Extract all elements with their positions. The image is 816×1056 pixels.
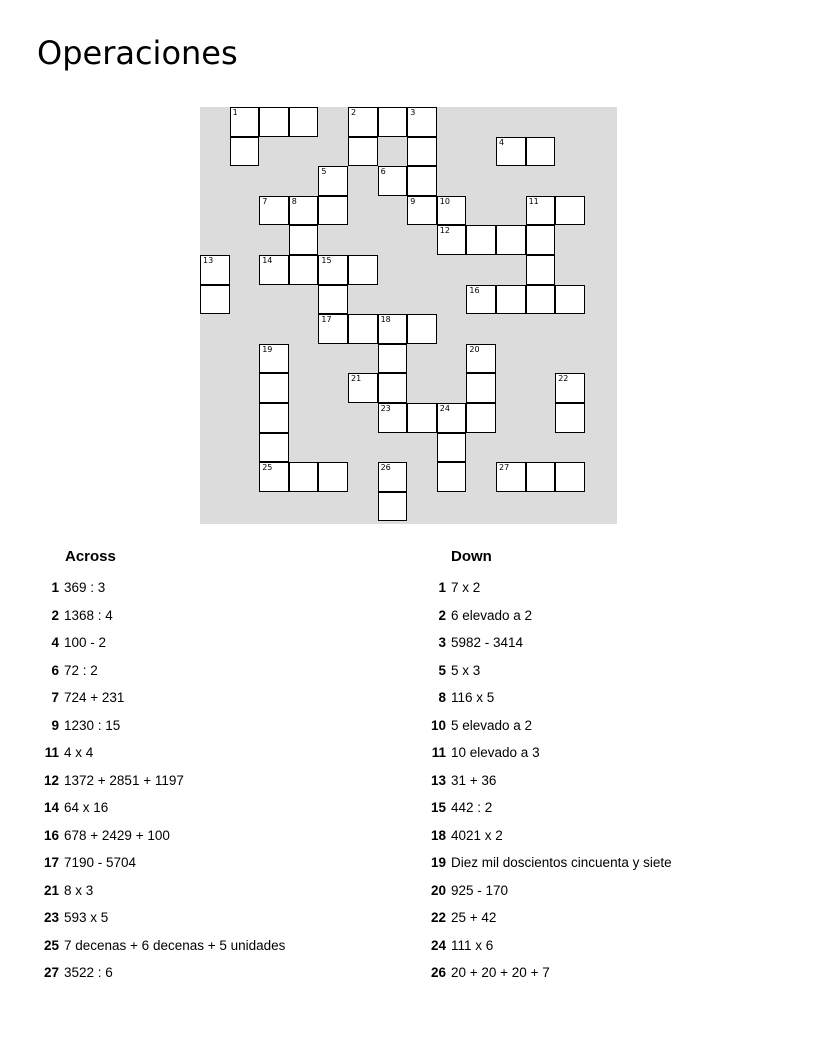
grid-cell[interactable] [378, 166, 408, 196]
clue-number: 1 [438, 580, 446, 595]
across-clue [43, 771, 184, 791]
page-title: Operaciones [37, 34, 238, 72]
clue-number: 5 [438, 662, 446, 678]
grid-cell[interactable] [289, 107, 319, 137]
clue-text: 442 : 2 [451, 800, 493, 815]
clue-number: 16 [43, 827, 59, 843]
cell-number: 16 [469, 285, 480, 295]
grid-cell[interactable] [348, 373, 378, 403]
cell-number: 1 [232, 108, 238, 117]
across-clue [51, 688, 125, 708]
clue-number: 2 [51, 607, 59, 623]
grid-cell[interactable] [437, 196, 467, 226]
down-clue [438, 661, 481, 681]
down-clue [430, 771, 497, 791]
clue-number: 18 [430, 827, 446, 843]
clue-text: 1368 : 4 [64, 607, 113, 623]
grid-cell[interactable] [230, 107, 260, 137]
clue-number: 14 [43, 800, 59, 815]
grid-cell[interactable] [200, 255, 230, 285]
grid-cell[interactable] [378, 373, 408, 403]
cell-number: 19 [262, 344, 273, 354]
grid-cell[interactable] [378, 107, 408, 137]
clue-text: 678 + 2429 + 100 [64, 827, 170, 843]
across-clue [43, 853, 137, 873]
cell-number: 2 [351, 108, 357, 117]
grid-cell[interactable] [318, 196, 348, 226]
grid-cell[interactable] [555, 462, 585, 492]
clue-text: 4 x 4 [64, 745, 94, 760]
cell-number: 26 [380, 463, 391, 473]
cell-number: 4 [499, 137, 505, 147]
cell-number: 14 [262, 256, 273, 265]
cell-number: 25 [262, 463, 273, 473]
down-clue [430, 936, 494, 956]
down-clue [431, 743, 540, 763]
cell-number: 15 [321, 256, 332, 265]
across-clue [43, 798, 109, 818]
grid-cell[interactable] [318, 314, 348, 344]
clue-text: 31 + 36 [451, 772, 497, 788]
down-clue [430, 963, 550, 983]
across-clue [43, 881, 94, 901]
clue-number: 6 [51, 662, 59, 678]
grid-cell[interactable] [289, 196, 319, 226]
cell-number: 10 [439, 196, 450, 206]
clue-text: 4021 x 2 [451, 827, 503, 843]
grid-cell[interactable] [466, 344, 496, 374]
clue-number: 8 [438, 690, 446, 705]
clue-number: 21 [43, 882, 59, 898]
across-clue [51, 661, 98, 681]
grid-cell[interactable] [259, 462, 289, 492]
clue-number: 17 [43, 855, 59, 870]
grid-cell[interactable] [526, 255, 556, 285]
grid-cell[interactable] [555, 196, 585, 226]
grid-cell[interactable] [496, 285, 526, 315]
down-clue [430, 716, 533, 736]
across-clue [43, 963, 113, 983]
clue-text: 925 - 170 [451, 882, 509, 898]
clue-text: 20 + 20 + 20 + 7 [451, 965, 550, 980]
clue-text: 7 x 2 [451, 580, 481, 595]
clue-text: 369 : 3 [64, 580, 106, 595]
cell-number: 11 [528, 196, 539, 206]
cell-number: 24 [439, 404, 450, 413]
grid-cell[interactable] [466, 225, 496, 255]
grid-cell[interactable] [378, 344, 408, 374]
across-clue [51, 578, 106, 598]
clue-text: 64 x 16 [64, 800, 109, 815]
grid-cell[interactable] [555, 285, 585, 315]
down-clue [438, 633, 524, 653]
grid-cell[interactable] [378, 403, 408, 433]
clue-text: 8 x 3 [64, 882, 94, 898]
cell-number: 9 [410, 196, 416, 206]
grid-cell[interactable] [526, 137, 556, 167]
cell-number: 13 [203, 256, 214, 265]
grid-cell[interactable] [466, 403, 496, 433]
grid-cell[interactable] [526, 225, 556, 255]
clue-text: 100 - 2 [64, 635, 107, 650]
clue-number: 24 [430, 937, 446, 953]
grid-cell[interactable] [407, 107, 437, 137]
across-clue [44, 743, 94, 763]
cell-number: 7 [262, 196, 268, 206]
grid-cell[interactable] [407, 137, 437, 167]
clue-number: 10 [430, 717, 446, 733]
clue-number: 4 [51, 635, 59, 650]
grid-cell[interactable] [318, 462, 348, 492]
clue-text: 593 x 5 [64, 910, 109, 925]
clue-text: 5 x 3 [451, 662, 481, 678]
grid-cell[interactable] [555, 373, 585, 403]
cell-number: 8 [291, 196, 297, 206]
cell-number: 3 [410, 108, 416, 117]
grid-cell[interactable] [555, 403, 585, 433]
grid-cell[interactable] [259, 255, 289, 285]
across-clue [43, 826, 170, 846]
cell-number: 23 [380, 404, 391, 413]
cell-number: 18 [380, 315, 391, 325]
clue-number: 27 [43, 965, 59, 980]
clue-number: 23 [43, 910, 59, 925]
cell-number: 20 [469, 344, 480, 354]
grid-cell[interactable] [289, 255, 319, 285]
down-clue [430, 908, 497, 928]
down-clue [438, 606, 533, 626]
grid-cell[interactable] [259, 403, 289, 433]
grid-cell[interactable] [437, 433, 467, 463]
grid-cell[interactable] [259, 196, 289, 226]
grid-cell[interactable] [466, 285, 496, 315]
grid-cell[interactable] [526, 196, 556, 226]
grid-cell[interactable] [496, 137, 526, 167]
grid-cell[interactable] [407, 314, 437, 344]
clue-number: 9 [51, 717, 59, 733]
cell-number: 22 [558, 374, 569, 384]
grid-cell[interactable] [378, 462, 408, 492]
clue-text: 7190 - 5704 [64, 855, 137, 870]
clue-text: 5982 - 3414 [451, 635, 524, 650]
clue-text: 5 elevado a 2 [451, 717, 533, 733]
cell-number: 17 [321, 315, 332, 325]
clue-number: 11 [431, 745, 446, 760]
clue-number: 25 [43, 937, 59, 953]
grid-cell[interactable] [496, 225, 526, 255]
grid-cell[interactable] [496, 462, 526, 492]
grid-cell[interactable] [378, 314, 408, 344]
clue-number: 3 [438, 635, 446, 650]
clue-text: 7 decenas + 6 decenas + 5 unidades [64, 937, 286, 953]
grid-cell[interactable] [318, 166, 348, 196]
grid-cell[interactable] [437, 462, 467, 492]
clue-number: 2 [438, 607, 446, 623]
grid-cell[interactable] [259, 373, 289, 403]
crossword-grid [200, 107, 617, 524]
grid-cell[interactable] [437, 225, 467, 255]
down-clue [430, 853, 672, 873]
down-clue [438, 578, 481, 598]
clue-text: Diez mil doscientos cincuenta y siete [451, 855, 672, 870]
grid-cell[interactable] [437, 403, 467, 433]
clue-text: 111 x 6 [451, 937, 494, 953]
grid-cell[interactable] [348, 314, 378, 344]
cell-number: 6 [380, 167, 386, 177]
cell-number: 27 [499, 463, 510, 473]
cell-number: 5 [321, 167, 327, 177]
across-clue [51, 606, 113, 626]
grid-cell[interactable] [289, 225, 319, 255]
cell-number: 12 [439, 226, 450, 236]
grid-cell[interactable] [466, 373, 496, 403]
clue-text: 116 x 5 [451, 690, 495, 705]
clue-number: 26 [430, 965, 446, 980]
clue-number: 15 [430, 800, 446, 815]
clue-text: 72 : 2 [64, 662, 98, 678]
clue-number: 1 [51, 580, 59, 595]
grid-cell[interactable] [259, 433, 289, 463]
down-heading: Down [451, 548, 492, 565]
clue-number: 7 [51, 690, 59, 705]
clue-text: 1230 : 15 [64, 717, 121, 733]
clue-number: 20 [430, 882, 446, 898]
clue-number: 19 [430, 855, 446, 870]
down-clue [430, 826, 503, 846]
grid-cell[interactable] [318, 285, 348, 315]
across-clue [51, 633, 107, 653]
grid-cell[interactable] [407, 403, 437, 433]
grid-cell[interactable] [348, 137, 378, 167]
clue-text: 1372 + 2851 + 1197 [64, 772, 184, 788]
grid-cell[interactable] [259, 107, 289, 137]
clue-text: 3522 : 6 [64, 965, 113, 980]
across-clue [51, 716, 121, 736]
clue-number: 11 [44, 745, 59, 760]
grid-cell[interactable] [348, 255, 378, 285]
across-clue [43, 908, 109, 928]
clue-text: 25 + 42 [451, 910, 497, 925]
clue-number: 22 [430, 910, 446, 925]
clue-number: 12 [43, 772, 59, 788]
grid-cell[interactable] [378, 492, 408, 522]
grid-cell[interactable] [230, 137, 260, 167]
cell-number: 21 [351, 374, 362, 384]
clue-text: 10 elevado a 3 [451, 745, 540, 760]
grid-cell[interactable] [407, 166, 437, 196]
grid-cell[interactable] [526, 285, 556, 315]
down-clue [430, 881, 509, 901]
clue-number: 13 [430, 772, 446, 788]
clue-text: 724 + 231 [64, 690, 125, 705]
across-heading: Across [65, 548, 116, 565]
grid-cell[interactable] [348, 107, 378, 137]
clue-text: 6 elevado a 2 [451, 607, 533, 623]
grid-cell[interactable] [289, 462, 319, 492]
grid-cell[interactable] [318, 255, 348, 285]
down-clue [430, 798, 493, 818]
grid-cell[interactable] [407, 196, 437, 226]
across-clue [43, 936, 286, 956]
down-clue [438, 688, 495, 708]
grid-cell[interactable] [259, 344, 289, 374]
grid-cell[interactable] [200, 285, 230, 315]
grid-cell[interactable] [526, 462, 556, 492]
